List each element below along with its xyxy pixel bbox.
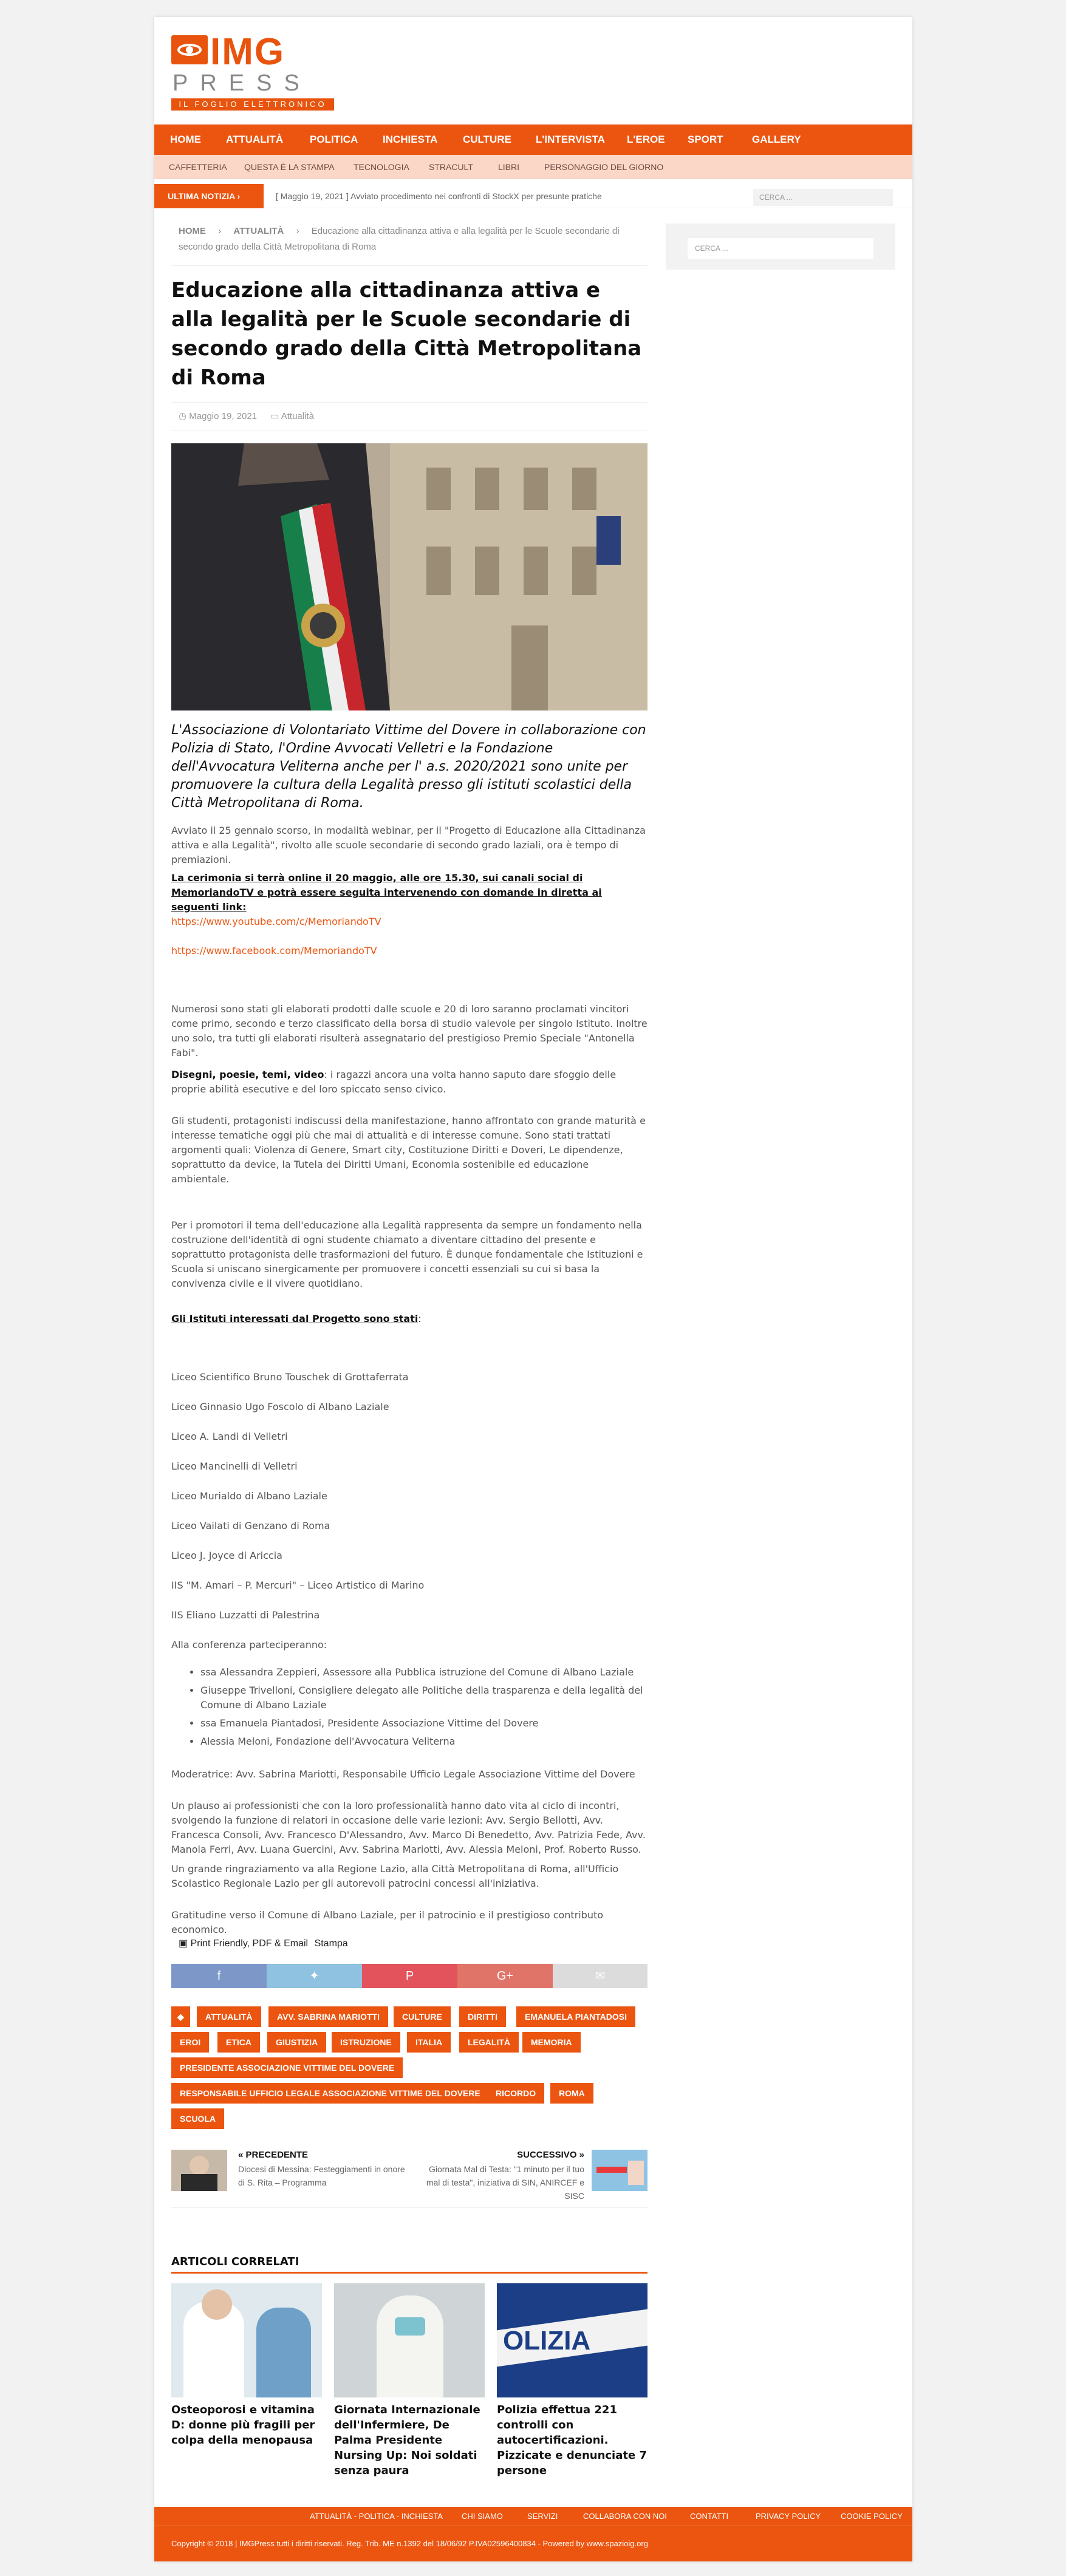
- youtube-link[interactable]: https://www.youtube.com/c/MemoriandoTV: [171, 916, 381, 927]
- related-title: Osteoporosi e vitamina D: donne più fragili per colpa della menopausa: [171, 2404, 315, 2447]
- footer-link[interactable]: SERVIZI: [527, 2512, 558, 2521]
- related-article[interactable]: [497, 2283, 647, 2478]
- facebook-icon[interactable]: f: [171, 1964, 267, 1988]
- footer-link[interactable]: COOKIE POLICY: [841, 2512, 903, 2521]
- tag[interactable]: LEGALITÀ: [459, 2032, 519, 2053]
- clock-icon: ◷: [179, 411, 187, 421]
- article-category[interactable]: Attualità: [281, 411, 314, 421]
- breadcrumb: HOME › ATTUALITÀ › Educazione alla cittadinanza attiva e alla legalità per le Scuole secondarie di secondo grado della Città Metropolitana di Roma: [171, 223, 647, 266]
- school-item: IIS Eliano Luzzatti di Palestrina: [171, 1609, 320, 1621]
- tag[interactable]: ATTUALITÀ: [197, 2006, 261, 2027]
- breadcrumb-current: Educazione alla cittadinanza attiva e alla legalità per le Scuole secondarie di secondo grado della Città Metropolitana di Roma: [179, 226, 620, 252]
- folder-icon: ▭: [270, 411, 279, 421]
- school-item: Liceo Mancinelli di Velletri: [171, 1460, 298, 1472]
- article-date: Maggio 19, 2021: [189, 411, 258, 421]
- nav-culture[interactable]: CULTURE: [463, 134, 511, 145]
- paragraph: Per i promotori il tema dell'educazione alla Legalità rappresenta da sempre un fondamento nella costruzione dell'identità di ogni studente chiamato a diventare cittadino del presente e soprattutto protagonista delle trasformazioni del futuro. È dunque fondamentale che Istituzioni e Scuola si uniscano sinergicamente per promuovere i concetti essenziali su cui si basa la convivenza civile e il vivere quotidiano.: [171, 1219, 643, 1289]
- nav-inchiesta[interactable]: INCHIESTA: [383, 134, 438, 145]
- school-item: Liceo Vailati di Genzano di Roma: [171, 1520, 330, 1532]
- tag[interactable]: GIUSTIZIA: [267, 2032, 326, 2053]
- facebook-link[interactable]: https://www.facebook.com/MemoriandoTV: [171, 945, 377, 956]
- tag[interactable]: RICORDO: [487, 2083, 544, 2104]
- footer-link[interactable]: PRIVACY POLICY: [756, 2512, 821, 2521]
- next-post-link[interactable]: SUCCESSIVO » Giornata Mal di Testa: "1 minuto per il tuo mal di testa", iniziativa di SIN, ANIRCEF e SISC: [426, 2150, 584, 2201]
- prev-post-link[interactable]: « PRECEDENTE Diocesi di Messina: Festeggiamenti in onore di S. Rita – Programma: [238, 2150, 405, 2187]
- prev-post-thumbnail[interactable]: [171, 2150, 227, 2191]
- next-post-thumbnail[interactable]: [592, 2150, 647, 2191]
- breadcrumb-home[interactable]: HOME: [179, 226, 206, 236]
- school-item: Liceo Scientifico Bruno Touschek di Grottaferrata: [171, 1371, 409, 1383]
- tag[interactable]: EROI: [171, 2032, 209, 2053]
- paragraph: Gli studenti, protagonisti indiscussi della manifestazione, hanno affrontato con grande maturità e interesse tematiche oggi più che mai di attualità e di interesse comune. Sono stati trattati argomenti quali: Violenza di Genere, Smart city, Costituzione Diritti e Doveri, Le dipendenze, soprattutto da device, la Tutela dei Diritti Umani, Economia sostenibile ed educazione ambientale.: [171, 1115, 646, 1185]
- ticker-label: ULTIMA NOTIZIA ›: [154, 184, 264, 208]
- nav-gallery[interactable]: GALLERY: [752, 134, 801, 145]
- tag[interactable]: ETICA: [217, 2032, 260, 2053]
- footer-nav: [154, 2507, 912, 2526]
- tag[interactable]: PRESIDENTE ASSOCIAZIONE VITTIME DEL DOVERE: [171, 2057, 403, 2078]
- list-item: • Alessia Meloni, Fondazione dell'Avvocatura Veliterna: [200, 1734, 647, 1749]
- footer-link[interactable]: CONTATTI: [690, 2512, 729, 2521]
- post-navigation: [171, 2150, 647, 2208]
- related-image: [334, 2283, 485, 2397]
- share-bar: [171, 1964, 647, 1988]
- chevron-right-icon: ›: [237, 191, 241, 201]
- tag[interactable]: AVV. SABRINA MARIOTTI: [268, 2006, 388, 2027]
- logo-subtitle: IL FOGLIO ELETTRONICO: [171, 98, 334, 111]
- related-image: OLIZIA: [497, 2283, 647, 2397]
- tag[interactable]: MEMORIA: [522, 2032, 581, 2053]
- tag[interactable]: CULTURE: [394, 2006, 451, 2027]
- tag[interactable]: EMANUELA PIANTADOSI: [516, 2006, 635, 2027]
- sidebar-search-input[interactable]: CERCA ...: [688, 238, 873, 259]
- related-article[interactable]: [334, 2283, 485, 2478]
- school-item: IIS "M. Amari – P. Mercuri" – Liceo Artistico di Marino: [171, 1579, 425, 1591]
- footer-link[interactable]: CHI SIAMO: [462, 2512, 503, 2521]
- footer-link[interactable]: ATTUALITÀ - POLITICA - INCHIESTA: [310, 2512, 443, 2521]
- related-title: Polizia effettua 221 controlli con autocertificazioni. Pizzicate e denunciate 7 persone: [497, 2404, 647, 2477]
- paragraph: Un plauso ai professionisti che con la loro professionalità hanno dato vita al ciclo di incontri, svolgendo la funzione di relatori in occasione delle varie lezioni: Avv. Sergio Bellotti, Avv. Francesca Consoli, Avv. Francesco D'Alessandro, Avv. Marco Di Benedetto, Avv. Patrizia Fede, Avv. Manola Ferri, Avv. Luana Guercini, Avv. Sabrina Mariotti, Avv. Alessia Meloni, Prof. Roberto Russo.: [171, 1800, 646, 1855]
- article-title: Educazione alla cittadinanza attiva e alla legalità per le Scuole secondarie di secondo grado della Città Metropolitana di Roma: [171, 278, 642, 390]
- related-image: [171, 2283, 322, 2397]
- subnav-libri[interactable]: LIBRI: [498, 162, 520, 172]
- tag[interactable]: SCUOLA: [171, 2108, 224, 2129]
- nav-intervista[interactable]: L'INTERVISTA: [536, 134, 605, 145]
- nav-attualita[interactable]: ATTUALITÀ: [226, 134, 284, 145]
- article-intro: L'Associazione di Volontariato Vittime del Dovere in collaborazione con Polizia di Stato, l'Ordine Avvocati Velletri e la Fondazione dell'Avvocatura Veliterna anche per l' a.s. 2020/2021 sono unite per promuovere la cultura della Legalità presso gli istituti scolastici della Città Metropolitana di Roma.: [171, 723, 646, 811]
- subnav-stracult[interactable]: STRACULT: [429, 162, 473, 172]
- tag[interactable]: ISTRUZIONE: [332, 2032, 400, 2053]
- school-item: Liceo Murialdo di Albano Laziale: [171, 1490, 327, 1502]
- list-item: • Giuseppe Trivelloni, Consigliere delegato alle Politiche della trasparenza e della legalità del Comune di Albano Laziale: [200, 1683, 647, 1712]
- site-logo[interactable]: [171, 31, 337, 126]
- subnav-tecnologia[interactable]: TECNOLOGIA: [354, 162, 409, 172]
- subnav-stampa[interactable]: QUESTA È LA STAMPA: [244, 162, 335, 172]
- subnav-caffetteria[interactable]: CAFFETTERIA: [169, 162, 227, 172]
- schools-heading: Gli Istituti interessati dal Progetto sono stati:: [171, 1313, 422, 1324]
- google-plus-icon[interactable]: G+: [457, 1964, 553, 1988]
- footer-copyright: Copyright © 2018 | IMGPress tutti i diritti riservati. Reg. Trib. ME n.1392 del 18/06/92 P.IVA02596400834 - Powered by www.spazioig.org: [154, 2526, 912, 2561]
- news-ticker: [154, 179, 912, 208]
- related-article[interactable]: [171, 2283, 322, 2448]
- school-item: Liceo A. Landi di Velletri: [171, 1431, 288, 1442]
- nav-eroe[interactable]: L'EROE: [627, 134, 665, 145]
- paragraph: Avviato il 25 gennaio scorso, in modalità webinar, per il "Progetto di Educazione alla Cittadinanza attiva e alla Legalità", rivolto alle scuole secondarie di secondo grado laziali, ora è tempo di premiazioni.: [171, 825, 646, 865]
- paragraph: Gratitudine verso il Comune di Albano Laziale, per il patrocinio e il prestigioso contributo economico.: [171, 1909, 604, 1935]
- school-item: Liceo Ginnasio Ugo Foscolo di Albano Laziale: [171, 1401, 389, 1412]
- ticker-item[interactable]: [ Maggio 19, 2021 ] Avviato procedimento nei confronti di StockX per presunte pratiche: [276, 191, 602, 201]
- tag[interactable]: DIRITTI: [459, 2006, 506, 2027]
- email-icon[interactable]: ✉: [553, 1964, 647, 1988]
- paragraph-ceremony: La cerimonia si terrà online il 20 maggio, alle ore 15.30, sui canali social di MemoriandoTV e potrà essere seguita intervenendo con domande in diretta ai seguenti link:: [171, 872, 602, 913]
- related-heading: ARTICOLI CORRELATI: [171, 2255, 647, 2274]
- logo-press-text: PRESS: [173, 70, 312, 96]
- article-hero-image: [171, 443, 647, 710]
- logo-img-text: IMG: [210, 31, 285, 73]
- tag[interactable]: ROMA: [550, 2083, 593, 2104]
- participants-intro: Alla conferenza parteciperanno:: [171, 1639, 327, 1651]
- nav-home[interactable]: HOME: [170, 134, 201, 145]
- breadcrumb-category[interactable]: ATTUALITÀ: [233, 226, 284, 236]
- participants-list: [171, 1665, 647, 1753]
- page: [154, 17, 912, 2561]
- article-meta: [171, 402, 647, 431]
- school-item: Liceo J. Joyce di Ariccia: [171, 1550, 282, 1561]
- paragraph: Numerosi sono stati gli elaborati prodotti dalle scuole e 20 di loro saranno proclamati vincitori come primo, secondo e terzo classificato della borsa di studio valevole per singolo Istituto. Inoltre uno solo, tra tutti gli elaborati risulterà assegnatario del prestigioso Premio Speciale "Antonella Fabi".: [171, 1003, 647, 1058]
- tag[interactable]: ITALIA: [407, 2032, 451, 2053]
- pinterest-icon[interactable]: P: [362, 1964, 457, 1988]
- nav-politica[interactable]: POLITICA: [310, 134, 358, 145]
- moderator: Moderatrice: Avv. Sabrina Mariotti, Responsabile Ufficio Legale Associazione Vittime del Dovere: [171, 1768, 635, 1780]
- sub-nav: [154, 155, 912, 179]
- eye-icon: [171, 35, 208, 64]
- paragraph: Disegni, poesie, temi, video: i ragazzi ancora una volta hanno saputo dare sfoggio delle proprie abilità esecutive e del loro spiccato senso civico.: [171, 1069, 617, 1095]
- subnav-personaggio[interactable]: PERSONAGGIO DEL GIORNO: [544, 162, 664, 172]
- nav-sport[interactable]: SPORT: [688, 134, 723, 145]
- header-search-input[interactable]: CERCA ...: [753, 189, 893, 206]
- tag-icon: ◆: [171, 2006, 190, 2027]
- sidebar: [666, 223, 895, 270]
- list-item: • ssa Emanuela Piantadosi, Presidente Associazione Vittime del Dovere: [200, 1716, 647, 1731]
- print-icon: ▣: [179, 1938, 188, 1949]
- twitter-icon[interactable]: ✦: [267, 1964, 362, 1988]
- main-nav: [154, 124, 912, 155]
- related-title: Giornata Internazionale dell'Infermiere, De Palma Presidente Nursing Up: Noi soldati senza paura: [334, 2404, 480, 2477]
- tag[interactable]: RESPONSABILE UFFICIO LEGALE ASSOCIAZIONE VITTIME DEL DOVERE: [171, 2083, 489, 2104]
- print-button[interactable]: ▣ Print Friendly, PDF & Email Stampa: [179, 1938, 348, 1949]
- list-item: • ssa Alessandra Zeppieri, Assessore alla Pubblica istruzione del Comune di Albano Laziale: [200, 1665, 647, 1680]
- paragraph: Un grande ringraziamento va alla Regione Lazio, alla Città Metropolitana di Roma, all'Ufficio Scolastico Regionale Lazio per gli autorevoli patrocini concessi all'iniziativa.: [171, 1863, 619, 1889]
- footer-link[interactable]: COLLABORA CON NOI: [583, 2512, 667, 2521]
